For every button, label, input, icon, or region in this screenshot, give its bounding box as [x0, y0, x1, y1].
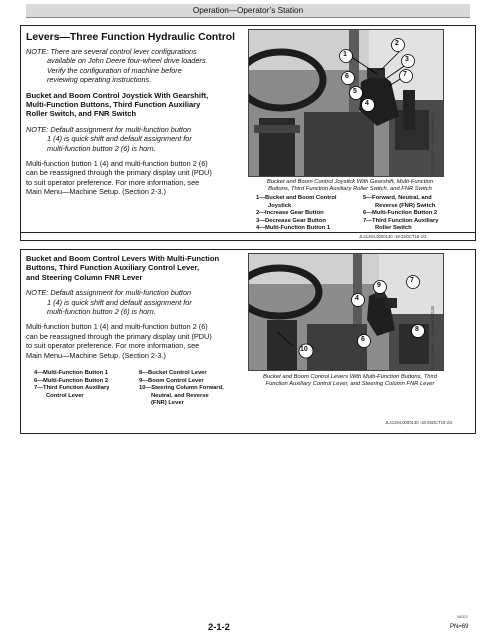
- legend-item: [256, 210, 356, 218]
- paragraph-line: can be reassigned through the primary display unit (PDU): [26, 331, 212, 341]
- paragraph-line: Multi-function button 1 (4) and multi-function button 2 (6): [26, 322, 208, 332]
- configuration-note: [26, 47, 248, 85]
- legend-num: 7—: [363, 217, 373, 224]
- note-line: multi-function button 2 (6) is horn.: [47, 307, 156, 317]
- callout-label: 7: [403, 71, 407, 78]
- note-line: NOTE: Default assignment for multi-function button: [26, 288, 192, 298]
- legend-item: [256, 218, 356, 226]
- callout-label: 7: [410, 277, 414, 284]
- subtitle-line: Bucket and Boom Control Levers With Multi-Function: [26, 254, 220, 263]
- section-title: Levers—Three Function Hydraulic Control: [26, 32, 235, 43]
- legend-text: Third Function Auxiliary: [372, 217, 439, 224]
- callout-label: 10: [300, 346, 308, 353]
- subtitle-line: Roller Switch, and FNR Switch: [26, 109, 137, 119]
- callout-label: 8: [415, 326, 419, 333]
- default-assignment-note: [26, 288, 248, 316]
- paragraph-line: Multi-function button 1 (4) and multi-function button 2 (6): [26, 159, 208, 169]
- legend-num: 2—: [256, 210, 266, 217]
- reference-code: JL41294,0000130 -19-25OCT18-2/2: [385, 420, 453, 425]
- legend-text: Multi-Function Button 2: [372, 210, 438, 217]
- legend-item: [34, 370, 139, 378]
- legend-num: 8—: [139, 370, 149, 376]
- legend-item: [363, 218, 463, 233]
- callout-label: 2: [395, 40, 399, 47]
- note-line: 1 (4) is quick shift and default assignment for: [47, 297, 192, 307]
- legend-num: 5—: [363, 195, 373, 201]
- small-line: 060323: [457, 615, 468, 619]
- callout-label: 3: [405, 56, 409, 63]
- note-line: reviewing operating instructions.: [47, 75, 152, 85]
- legend-item: [256, 195, 356, 210]
- legend-text: Neutral, and Reverse: [151, 392, 209, 399]
- pn-number: PN=69: [450, 624, 469, 630]
- legend-item: [34, 385, 139, 400]
- levers-subtitle: [26, 254, 248, 282]
- section-divider: [21, 232, 475, 233]
- callout-labels: [248, 253, 444, 371]
- legend-text: Increase Gear Button: [265, 210, 324, 217]
- legend-item: [363, 210, 463, 218]
- legend-num: 9—: [139, 377, 149, 384]
- caption-line: Function Auxiliary Control Lever, and Steering Column FNR Lever: [265, 381, 435, 387]
- legend-text: Bucket Control Lever: [148, 370, 207, 376]
- legend-left: [256, 195, 356, 233]
- legend-item: [139, 370, 254, 378]
- reference-code: JL41294,0000130 -19-25OCT18-1/2: [359, 234, 427, 239]
- section-three-function-controls: [20, 25, 476, 241]
- callout-label: 4: [365, 100, 369, 107]
- legend-left: [34, 370, 139, 400]
- paragraph-line: to suit operator preference. For more information, see: [26, 177, 200, 187]
- legend-text: Boom Control Lever: [148, 377, 204, 384]
- legend-num: 3—: [256, 217, 266, 224]
- note-line: NOTE: Default assignment for multi-function button: [26, 124, 192, 134]
- caption-line: Bucket and Boom Control Levers With Multi-Function Buttons, Third: [263, 374, 437, 380]
- legend-text: Reverse (FNR) Switch: [375, 202, 436, 209]
- legend-num: 1—: [256, 195, 266, 201]
- legend-right: [363, 195, 463, 233]
- paragraph-line: Main Menu—Machine Setup. (Section 2-3.): [26, 350, 166, 360]
- legend-text: Forward, Neutral, and: [372, 195, 432, 201]
- callout-label: 6: [345, 73, 349, 80]
- note-line: Verify the configuration of machine before: [47, 65, 182, 75]
- reassign-paragraph: [26, 322, 248, 360]
- callout-label: 6: [361, 336, 365, 343]
- legend-num: 4—: [256, 225, 266, 232]
- caption-line: Bucket and Boom Control Joystick With Gearshift, Multi-Function: [266, 179, 434, 185]
- paragraph-line: Main Menu—Machine Setup. (Section 2-3.): [26, 187, 166, 197]
- paragraph-line: to suit operator preference. For more information, see: [26, 341, 200, 351]
- paragraph-line: can be reassigned through the primary display unit (PDU): [26, 168, 212, 178]
- legend-item: [363, 195, 463, 210]
- figure-caption: [248, 179, 452, 193]
- legend-num: 4—: [34, 370, 44, 376]
- page-number: 2-1-2: [208, 621, 230, 632]
- note-line: multi-function button 2 (6) is horn.: [47, 143, 156, 153]
- legend-text: Decrease Gear Button: [265, 217, 326, 224]
- note-line: available on John Deere four-wheel drive loaders.: [47, 56, 208, 66]
- section-control-levers: [20, 249, 476, 434]
- section-2-text: [26, 254, 248, 360]
- subtitle-line: Bucket and Boom Control Joystick With Gearshift,: [26, 90, 209, 100]
- legend-num: 10—: [139, 385, 152, 392]
- legend-item: [139, 378, 254, 386]
- reassign-paragraph: [26, 159, 248, 197]
- legend-text: Control Lever: [46, 392, 84, 399]
- figure-code: TX1262185A —UN—99AUG18: [430, 306, 435, 370]
- legend-num: 7—: [34, 385, 44, 392]
- legend-item: [34, 378, 139, 386]
- legend-text: Third Function Auxiliary: [43, 385, 110, 392]
- callout-label: 1: [343, 51, 347, 58]
- subtitle-line: Multi-Function Buttons, Third Function Auxiliary: [26, 100, 201, 110]
- caption-line: Buttons, Third Function Auxiliary Roller Switch, and FNR Switch: [268, 186, 432, 192]
- legend-num: 6—: [34, 377, 44, 384]
- legend-num: 6—: [363, 210, 373, 217]
- subtitle-line: and Steering Column FNR Lever: [26, 272, 143, 282]
- section-1-text: [26, 32, 248, 197]
- legend-text: Multi-Function Button 1: [43, 370, 109, 376]
- callout-labels: [248, 29, 444, 177]
- legend-text: Joystick: [268, 202, 292, 209]
- footer-small-code: [457, 615, 468, 619]
- figure-caption: [248, 374, 452, 388]
- legend-right: [139, 370, 254, 408]
- legend-text: Multi-Function Button 1: [265, 225, 331, 232]
- figure-code: TX1262186A —UN—99AUG18: [430, 112, 435, 176]
- callout-label: 4: [355, 295, 359, 302]
- note-line: NOTE: There are several control lever configurations: [26, 47, 197, 56]
- page-header: Operation—Operator’s Station: [26, 4, 470, 18]
- legend-text: Multi-Function Button 2: [43, 377, 109, 384]
- default-assignment-note: [26, 125, 248, 153]
- note-line: 1 (4) is quick shift and default assignment for: [47, 134, 192, 144]
- legend-item: [139, 385, 254, 408]
- legend-text: (FNR) Lever: [151, 400, 184, 407]
- legend-text: Roller Switch: [375, 225, 412, 232]
- subtitle-line: Buttons, Third Function Auxiliary Control Lever,: [26, 263, 200, 273]
- legend-text: Bucket and Boom Control: [265, 195, 337, 201]
- callout-label: 5: [353, 88, 357, 95]
- callout-label: 9: [377, 282, 381, 289]
- joystick-subtitle: [26, 91, 248, 119]
- legend-text: Steering Column Forward,: [151, 385, 224, 392]
